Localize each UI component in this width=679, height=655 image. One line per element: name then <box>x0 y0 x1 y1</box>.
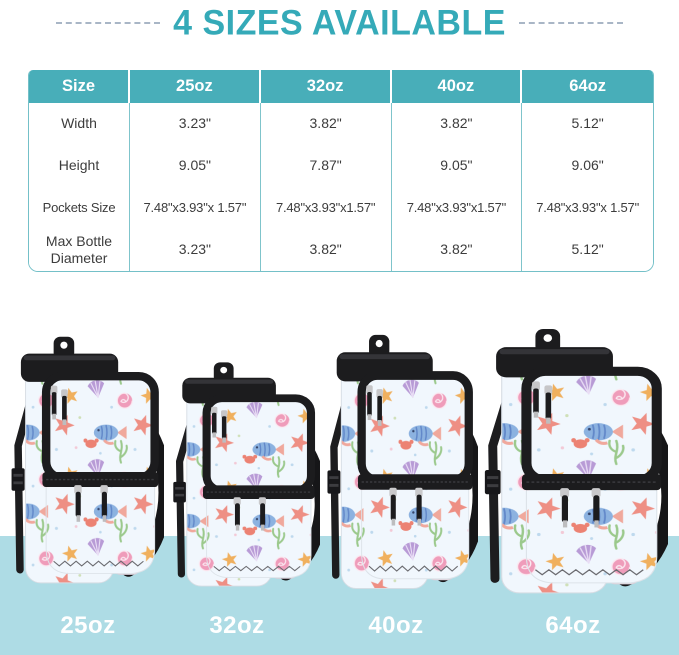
size-table-container <box>28 70 654 272</box>
pockets-40oz: 7.48"x3.93"x1.57" <box>392 187 523 229</box>
page-title: 4 SIZES AVAILABLE <box>173 2 506 43</box>
diameter-32oz: 3.82" <box>261 229 392 271</box>
product-image-25oz <box>5 333 164 596</box>
row-label-max-bottle-diameter: Max Bottle Diameter <box>29 229 130 271</box>
table-row-width <box>29 103 653 145</box>
pockets-32oz: 7.48"x3.93"x1.57" <box>261 187 392 229</box>
width-32oz: 3.82" <box>261 103 392 145</box>
title-dash-left <box>56 22 160 24</box>
width-25oz: 3.23" <box>130 103 261 145</box>
product-label-25oz: 25oz <box>60 612 116 639</box>
table-row-max-bottle-diameter <box>29 229 653 271</box>
size-table-header-25oz: 25oz <box>130 70 261 103</box>
height-64oz: 9.06" <box>522 145 653 187</box>
width-64oz: 5.12" <box>522 103 653 145</box>
product-label-32oz: 32oz <box>209 612 265 639</box>
size-table-header-32oz: 32oz <box>261 70 392 103</box>
width-40oz: 3.82" <box>392 103 523 145</box>
row-label-pockets-size: Pockets Size <box>29 187 130 229</box>
title-dash-right <box>519 22 623 24</box>
product-label-40oz: 40oz <box>368 612 424 639</box>
size-table-header-64oz: 64oz <box>522 70 653 103</box>
product-image-40oz <box>321 331 478 602</box>
product-label-64oz: 64oz <box>545 612 601 639</box>
size-table <box>29 70 653 271</box>
header <box>0 0 679 46</box>
height-25oz: 9.05" <box>130 145 261 187</box>
height-32oz: 7.87" <box>261 145 392 187</box>
row-label-width: Width <box>29 103 130 145</box>
pockets-64oz: 7.48"x3.93"x 1.57" <box>522 187 653 229</box>
size-table-header-40oz: 40oz <box>392 70 523 103</box>
product-image-32oz <box>167 359 320 598</box>
height-40oz: 9.05" <box>392 145 523 187</box>
diameter-40oz: 3.82" <box>392 229 523 271</box>
table-row-pockets-size <box>29 187 653 229</box>
pockets-25oz: 7.48"x3.93"x 1.57" <box>130 187 261 229</box>
row-label-height: Height <box>29 145 130 187</box>
size-table-header-row <box>29 70 653 103</box>
product-image-64oz <box>477 325 668 607</box>
diameter-25oz: 3.23" <box>130 229 261 271</box>
table-row-height <box>29 145 653 187</box>
diameter-64oz: 5.12" <box>522 229 653 271</box>
size-table-header-size: Size <box>29 70 130 103</box>
